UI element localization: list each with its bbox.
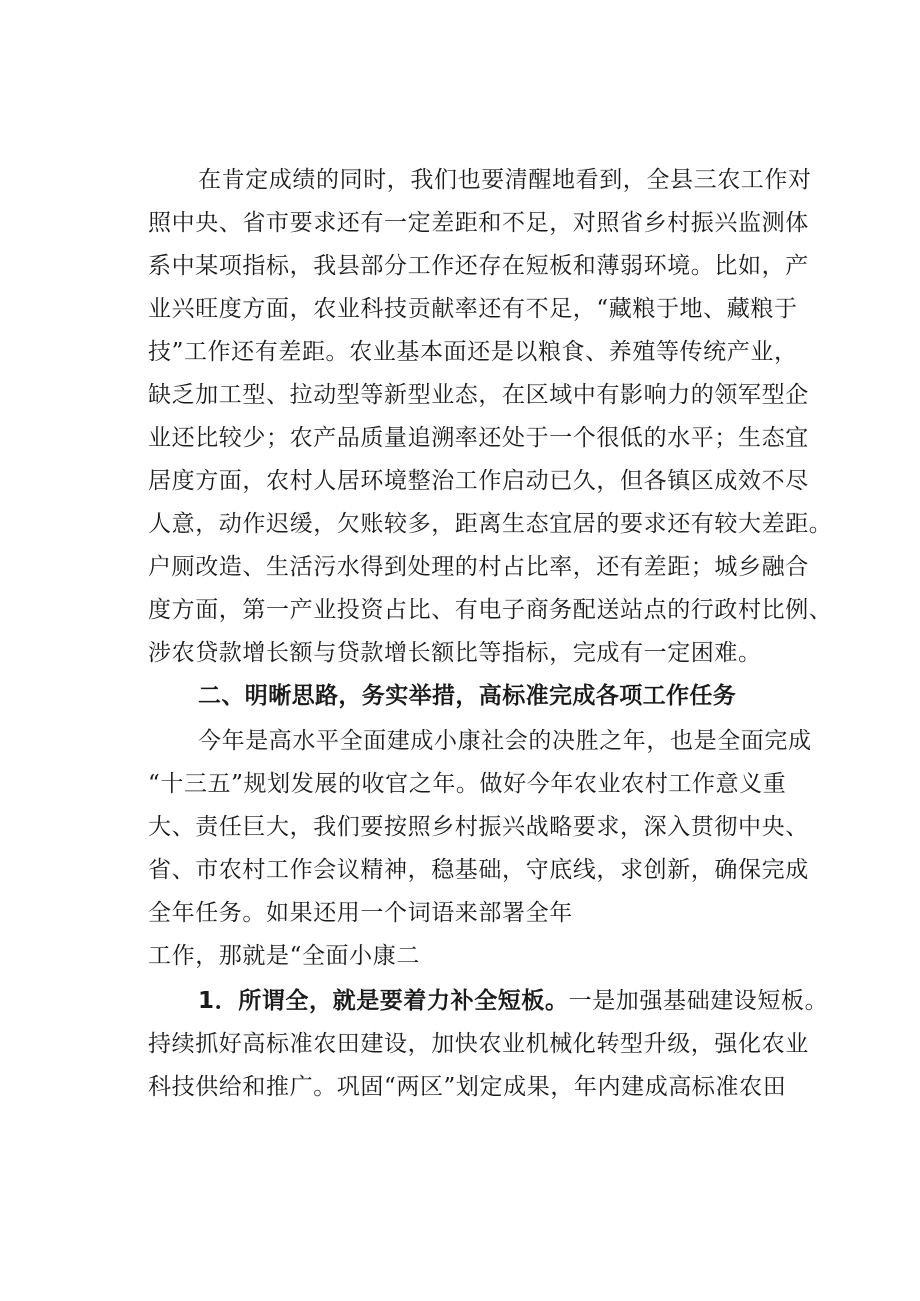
paragraph1-line: 业还比较少；农产品质量追溯率还处于一个很低的水平；生态宜	[148, 425, 809, 451]
paragraph3-first-line	[198, 986, 878, 1016]
paragraph1-line: 在肯定成绩的同时，我们也要清醒地看到，全县三农工作对	[198, 167, 812, 193]
paragraph3-line: 持续抓好高标准农田建设，加快农业机械化转型升级，强化农业	[148, 1031, 809, 1057]
paragraph3-line: 科技供给和推广。巩固“两区”划定成果，年内建成高标准农田	[148, 1074, 787, 1100]
paragraph2-line: 全年任务。如果还用一个词语来部署全年	[148, 900, 573, 926]
paragraph2-line: 工作，那就是“全面小康二	[148, 943, 420, 969]
paragraph3-lead-rest: 一是加强基础建设短板。	[568, 988, 829, 1014]
paragraph1-line: 涉农贷款增长额与贷款增长额比等指标，完成有一定困难。	[148, 640, 762, 666]
paragraph1-line: 缺乏加工型、拉动型等新型业态，在区域中有影响力的领军型企	[148, 382, 809, 408]
paragraph1-line: 技”工作还有差距。农业基本面还是以粮食、养殖等传统产业，	[148, 339, 798, 365]
paragraph3-bold-lead: 1．所谓全，就是要着力补全短板。	[198, 988, 569, 1014]
paragraph2-line: 大、责任巨大，我们要按照乡村振兴战略要求，深入贯彻中央、	[148, 814, 809, 840]
paragraph1-line: 人意，动作迟缓，欠账较多，距离生态宜居的要求还有较大差距。	[148, 511, 833, 537]
paragraph1-line: 照中央、省市要求还有一定差距和不足，对照省乡村振兴监测体	[148, 210, 809, 236]
paragraph2-line: 省、市农村工作会议精神，稳基础，守底线，求创新，确保完成	[148, 857, 809, 883]
paragraph1-line: 业兴旺度方面，农业科技贡献率还有不足，“藏粮于地、藏粮于	[148, 296, 798, 322]
paragraph2-line: 今年是高水平全面建成小康社会的决胜之年，也是全面完成	[198, 728, 812, 754]
section-heading: 二、明晰思路，务实举措，高标准完成各项工作任务	[198, 683, 737, 709]
paragraph2-line: “十三五”规划发展的收官之年。做好今年农业农村工作意义重	[148, 771, 787, 797]
paragraph1-line: 户厕改造、生活污水得到处理的村占比率，还有差距；城乡融合	[148, 554, 809, 580]
paragraph1-line: 系中某项指标，我县部分工作还存在短板和薄弱环境。比如，产	[148, 253, 809, 279]
paragraph1-line: 度方面，第一产业投资占比、有电子商务配送站点的行政村比例、	[148, 597, 833, 623]
paragraph1-line: 居度方面，农村人居环境整治工作启动已久，但各镇区成效不尽	[148, 468, 809, 494]
